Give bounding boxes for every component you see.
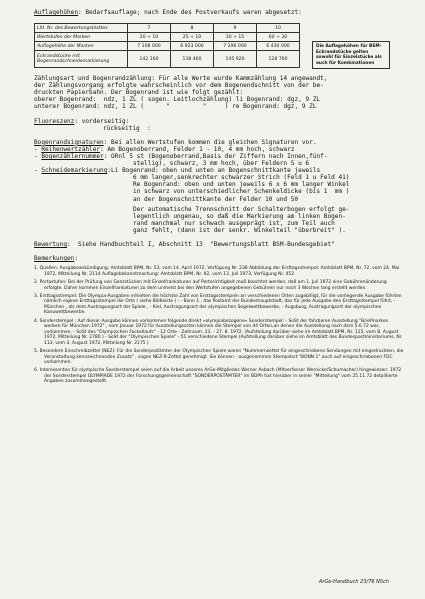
schneide-label: Schneidemarkierung bbox=[41, 167, 108, 175]
schneide-line-5: an der Bogenschnittkante der Felder 10 und 50 bbox=[133, 195, 299, 203]
table-cell: 6 923 000 bbox=[171, 42, 214, 51]
fluoreszenz-back: rückseitig : bbox=[103, 124, 151, 132]
bewertung-line bbox=[34, 241, 405, 248]
schneide-line-4: in schwarz von unterschiedlicher Schenkeldicke (bis 1 mm ) bbox=[133, 188, 350, 196]
counting-line: oberer Bogenrand: ndz, 1 ZL ( sogen. Leitlochzählung) li Bogenrand: dgz, 9 ZL bbox=[34, 96, 321, 104]
trenn-line: rand manchmal nur schwach ausgeprägt ist, zum Teil auch bbox=[133, 219, 335, 227]
note-item: 1. Quellen: Ausgabeankündigung: Amtsblatt BPM, Nr. 53, vom 14. April 1972, Verfügung Nr. 238 Abbildung der Ersttagsstempel: Amtsblatt BPM, Nr. 72, vom 24. Mai 1972, Mitteilung Nr. 2114 Auflagebekanntmachung: Amtsblatt BPM, Nr. 92, vom 13. Juli 1973, Verfügung Nr. 452 bbox=[34, 266, 400, 277]
counting-line: Zählungsart und Bogenrandzählung: Für alle Werte wurde Kammzählung 14 angewandt, bbox=[34, 75, 328, 83]
table-cell: 145 920 bbox=[214, 51, 257, 68]
signatures-intro: : Bei allen Wertstufen kommen die gleichen Signaturen vor. bbox=[103, 138, 317, 146]
counting-line: unterer Bogenrand: ndz, 1 ZL ( " " ) re Bogenrand: dgz, 9 ZL bbox=[34, 103, 317, 111]
row-header: Auflagehöhe der Marken bbox=[35, 42, 128, 51]
fluoreszenz-front: : vorderseitig: bbox=[74, 117, 130, 125]
table-cell: 7 296 000 bbox=[214, 42, 257, 51]
issue-table bbox=[34, 23, 300, 68]
schneide-text: :Li Bogenrand: oben und unten an Bogenschnittkante jeweils bbox=[107, 167, 321, 175]
table-cell: 138 460 bbox=[171, 51, 214, 68]
trenn-line: legentlich ungenau, so daß die Markierung am linken Bogen- bbox=[133, 212, 346, 220]
table-cell: 60 + 30 bbox=[257, 33, 300, 42]
reihen-line: - Reihenwertzähler: Am Bogenoberrand, Felder 1 - 10, 4 mm hoch, schwarz bbox=[34, 145, 295, 153]
row-header: Eckrandstücke mit Bogenrandschneidemarkierung bbox=[35, 51, 128, 68]
notes-section bbox=[34, 266, 405, 385]
counting-line: der Zählungsvorgang erfolgte wahrscheinlich vor dem Bogenendschnitt von der be- bbox=[34, 82, 324, 90]
bewertung-text: : Siehe Handbuchteil I, Abschnitt 13 "Bewertungsblatt BSM-Bundesgebiet" bbox=[67, 240, 335, 248]
signatures-label: Bogenrandsignaturen bbox=[34, 138, 104, 146]
title-label: Auflagehöhen bbox=[34, 9, 79, 16]
table-cell: 25 + 10 bbox=[171, 33, 214, 42]
table-cell: 128 760 bbox=[257, 51, 300, 68]
row-header: Wertstufen der Marken bbox=[35, 33, 128, 42]
table-cell: 30 + 15 bbox=[214, 33, 257, 42]
table-cell: 142 160 bbox=[128, 51, 171, 68]
bemerkungen-label: Bemerkungen bbox=[34, 255, 75, 263]
trenn-line: ganz fehlt, (dann ist der senkr. Winkelteil "überbreit" ). bbox=[133, 226, 346, 234]
table-cell: 20 + 10 bbox=[128, 33, 171, 42]
bewertung-label: Bewertung bbox=[34, 240, 68, 248]
note-item: 3. Ersttagsstempel: Die Olympia-Ausgaben erhielten die höchste Zahl von Ersttagsstempeln an verschiedenen Orten zugebilligt, für die vorliegende Ausgabe führten nämlich eigene Ersttagsstempel die Orte ( siehe Bildleiste ) : - Bonn 1 , das Postamt der Bundeshauptstadt, das für jede Ausgabe den Ersttagsstempel führt, - München , als dem Austragungsort der Spiele , - Kiel, Austragungsort der olympischen Segelwettbewerbe, - Augsburg, Austragungsort der olympischen Kanuwettbewerbe. bbox=[34, 293, 402, 316]
note-item: 2. Portostufen: Bei der Prüfung von Ganzstücken mit Einzelfrankaturen auf Portorichtigkeit muß beachtet werden, daß am 1. Juli 1972 eine Gebührenänderung erfolgte. Daher kommen Einzelfrankaturen zu dem unmeist bei den Wertstufen angegebenen Gebühren nur noch 3 Wochen lang erstellt werden. bbox=[34, 280, 387, 291]
note-item: 5. Besondere Einschreibzettel (NEZ): Für die Sonderpostämter der Olympischen Spiele waren "Nummernzettel für eingeschriebene Sendungen mit eingedruckten, die Veranstaltung kennzeichnenden Zusatz" , sogen NEZ-R-Zettel genehmigt. Sie können - ausgenommen Stempelort "BONN 1" auch auf eingeschriebenen FDC vorkommen. bbox=[34, 349, 404, 365]
fluoreszenz-line bbox=[34, 118, 405, 125]
table-cell: 10 bbox=[257, 24, 300, 33]
bogen-text: : ORnl 5 st (Bogenoberrand,Basis der Ziffern nach Innen,fünf- bbox=[103, 152, 328, 160]
reihen-label: Reihenwertzähler bbox=[41, 145, 101, 153]
note-item: 6. Interessenten für olympische Sonderstempel seien auf die Arbeit unseres ArGe-Mitgliedes Werner Asbach (Mitverfasser Wernicke/Schumacher) hingewiesen: 1972 der Sonderstempel OLYMPIADE 1972 der Forschungsgemeinschaft "SONDERPOSTÄMTER" im BDPh hat hierüber in seiner "Mitteilung" vom 25.11.72 detaillierte Angaben zusammengestellt. bbox=[34, 368, 402, 385]
fluoreszenz-label: Fluoreszenz bbox=[34, 117, 75, 125]
schneide-line-2: 6 mm langer,senkrechter schwarzer Strich (Feld 1 u Feld 41) bbox=[133, 174, 350, 182]
schneide-line-3: Re Bogenrand: oben und unten jeweils 6 x 6 mm langer Winkel bbox=[133, 181, 350, 189]
bemerkungen-line: Bemerkungen: bbox=[34, 255, 79, 263]
title-rest: : Bedarfsauflage; nach Ende des Postverkaufs waren abgesetzt: bbox=[78, 9, 302, 16]
bogen-label: Bogenzählernummer bbox=[41, 152, 104, 160]
footer-label: ArGe-Handbuch 23/76 NSch bbox=[318, 579, 389, 585]
header-line bbox=[34, 9, 405, 16]
table-cell: 8 bbox=[171, 24, 214, 33]
bogen-line: - Bogenzählernummer: ORnl 5 st (Bogenoberrand,Basis der Ziffern nach Innen,fünf- bbox=[34, 152, 328, 160]
bogen-line-2: stellig), schwarz, 3 mm hoch, über Feldern 5 u 6 bbox=[133, 160, 310, 168]
note-item: 4. Sonderstempel : Auf dieser Ausgabe können vorkommen folgende direkt »olympiabezogene« Sonderstempel: - SoSt der fahrbaren Ausstellung "Briefmarken werben für München 1972" , vom Januar 1972 für Ausstellungsorten können die Stempel von 44 Orten,an denen die Ausstellung nach dem 5.6.72 war, vorkommen. - SoSt des "Olympischen Fackellaufs" - 12 Orte - Zeitraum: 23. - 27. 8. 1972. (Aufstellung darüber siehe im Amtsblatt BPM, Nr. 115, vom 8. August 1972, Mitteilung Nr. 2780 ) - SoSt der "Olympischen Spiele" - 51 verschiedene Stempel (Aufstellung darüber siehe im Amtsblatt des Bundespostministeriums, Nr. 113, vom 3. August 1972, Mitteilung Nr. 2175 ) bbox=[34, 318, 403, 346]
signatures-line bbox=[34, 139, 405, 146]
table-cell: 6 430 000 bbox=[257, 42, 300, 51]
row-header: Lfd. Nr. des Bewertungsblattes bbox=[35, 24, 128, 33]
reihen-text: : Am Bogenoberrand, Felder 1 - 10, 4 mm hoch, schwarz bbox=[100, 145, 295, 153]
schneide-line: - Schneidemarkierung:Li Bogenrand: oben und unten an Bogenschnittkante jeweils bbox=[34, 167, 321, 175]
table-cell: 7 108 000 bbox=[128, 42, 171, 51]
table-cell: 7 bbox=[128, 24, 171, 33]
side-note: Die Auflagehöhen für BSM-Eckrandstücke gelten sowohl für Einzelstücke als auch für Kombinationen bbox=[312, 41, 390, 69]
table-cell: 9 bbox=[214, 24, 257, 33]
trenn-line: Der automatische Trennschnitt der Schalterbogen erfolgt ge- bbox=[133, 205, 350, 213]
counting-line: druckten Papierbahn. Der Bogenrand ist wie folgt gezählt: bbox=[34, 89, 244, 97]
